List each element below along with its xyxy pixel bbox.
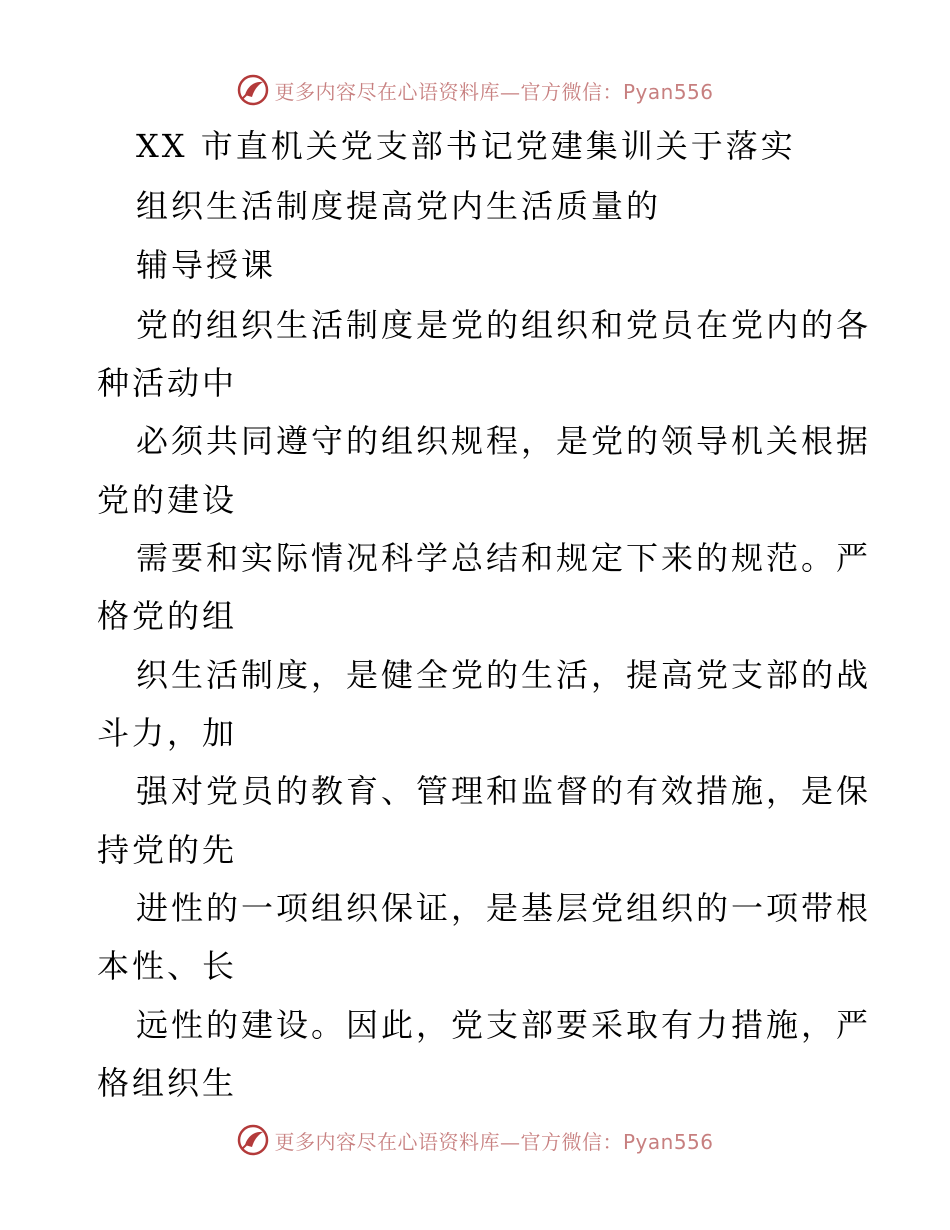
paragraph-line: 必须共同遵守的组织规程，是党的领导机关根据 <box>136 422 872 460</box>
paragraph-line: 格党的组 <box>97 597 238 635</box>
paragraph-line: 斗力，加 <box>97 714 238 752</box>
title-line-2: 组织生活制度提高党内生活质量的 <box>136 187 662 225</box>
paragraph-line: 党的建设 <box>97 481 238 519</box>
paragraph-line: 党的组织生活制度是党的组织和党员在党内的各 <box>136 306 872 344</box>
banner-text: 更多内容尽在心语资料库—官方微信：Pyan556 <box>274 79 714 104</box>
paragraph-line: 远性的建设。因此，党支部要采取有力措施，严 <box>136 1006 872 1044</box>
banner-text: 更多内容尽在心语资料库—官方微信：Pyan556 <box>274 1129 714 1154</box>
header-banner <box>0 70 950 110</box>
paragraph-line: 织生活制度，是健全党的生活，提高党支部的战 <box>136 656 872 694</box>
wechat-id: Pyan556 <box>622 79 714 104</box>
paragraph-line: 格组织生 <box>97 1064 238 1102</box>
logo-icon <box>236 1123 270 1157</box>
paragraph-line: 需要和实际情况科学总结和规定下来的规范。严 <box>136 539 872 577</box>
paragraph-line: 种活动中 <box>97 364 238 402</box>
paragraph-line: 进性的一项组织保证，是基层党组织的一项带根 <box>136 889 872 927</box>
title-line-3: 辅导授课 <box>136 246 277 284</box>
paragraph-line: 强对党员的教育、管理和监督的有效措施，是保 <box>136 772 872 810</box>
logo-icon <box>236 73 270 107</box>
title-line-1: XX 市直机关党支部书记党建集训关于落实 <box>136 127 796 165</box>
wechat-id: Pyan556 <box>622 1129 714 1154</box>
footer-banner <box>0 1120 950 1160</box>
paragraph-line: 本性、长 <box>97 947 238 985</box>
paragraph-line: 持党的先 <box>97 831 238 869</box>
